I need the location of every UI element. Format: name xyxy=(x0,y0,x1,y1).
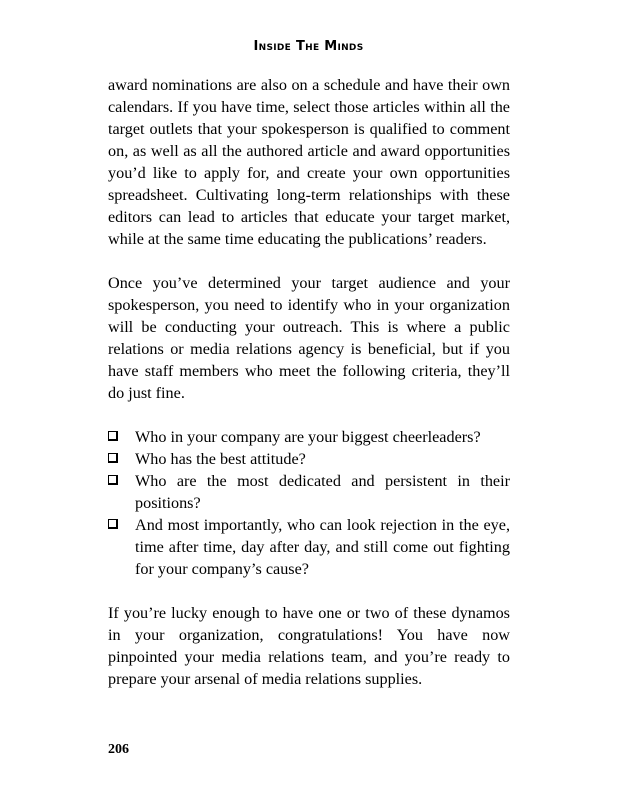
checklist-item-text: Who has the best attitude? xyxy=(135,450,306,468)
checkbox-icon xyxy=(108,475,118,485)
page-number: 206 xyxy=(108,742,129,757)
paragraph: award nominations are also on a schedule and have their own calendars. If you have time, select those articles within all the target outlets that your spokesperson is qualified to comment on, as well as all the authored article and award opportunities you’d like to apply for, and create your own opportunities spreadsheet. Cultivating long-term relationships with these editors can lead to articles that educate your target market, while at the same time educating the publications’ readers. xyxy=(108,76,510,248)
running-header: Inside The Minds xyxy=(253,39,364,54)
checklist-item-text: Who are the most dedicated and persistent in their positions? xyxy=(135,472,510,512)
paragraph: If you’re lucky enough to have one or two of these dynamos in your organization, congratulations! You have now pinpointed your media relations team, and you’re ready to prepare your arsenal of media relations supplies. xyxy=(108,604,510,688)
checklist-item xyxy=(108,470,510,514)
checklist-item xyxy=(108,426,510,448)
checklist-item xyxy=(108,514,510,580)
checkbox-icon xyxy=(108,519,118,529)
paragraph: Once you’ve determined your target audience and your spokesperson, you need to identify who in your organization will be conducting your outreach. This is where a public relations or media relations agency is beneficial, but if you have staff members who meet the following criteria, they’ll do just fine. xyxy=(108,274,510,402)
criteria-checklist xyxy=(108,426,510,580)
checkbox-icon xyxy=(108,431,118,441)
checklist-item-text: Who in your company are your biggest cheerleaders? xyxy=(135,428,481,446)
body-text xyxy=(108,74,510,712)
checklist-item xyxy=(108,448,510,470)
checklist-item-text: And most importantly, who can look rejection in the eye, time after time, day after day, and still come out fighting for your company’s cause? xyxy=(135,516,510,578)
checkbox-icon xyxy=(108,453,118,463)
